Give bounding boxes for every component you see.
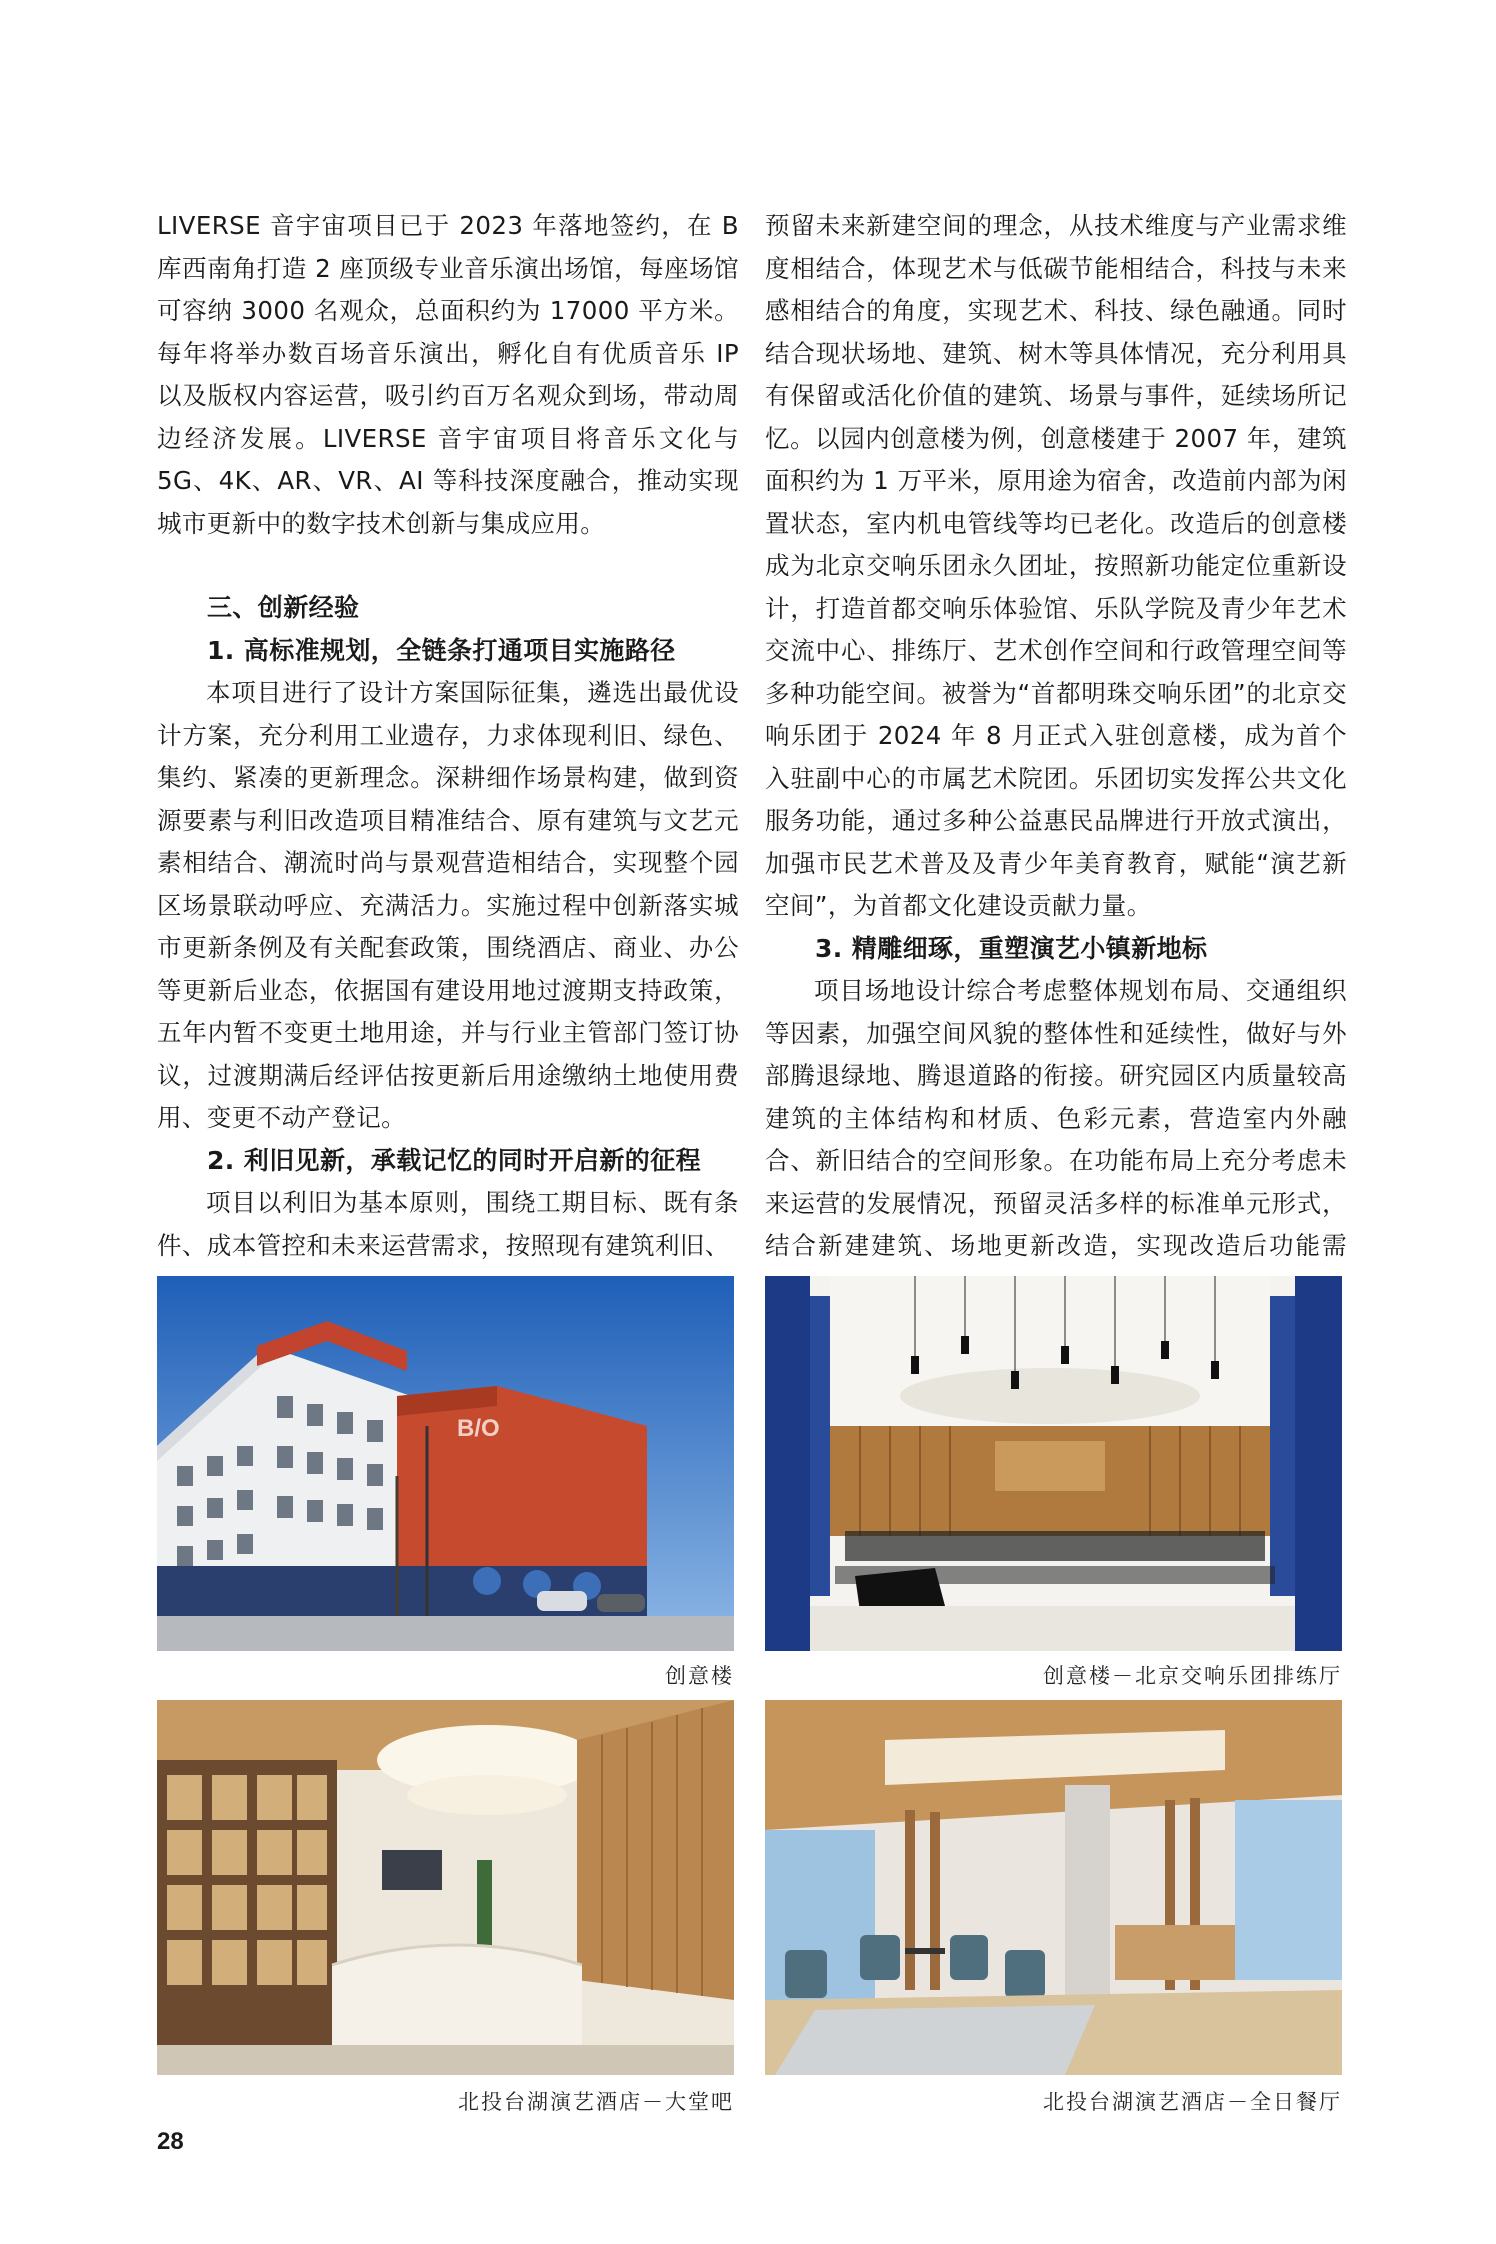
section-heading: 三、创新经验 [207, 593, 360, 622]
building-photo [157, 1276, 734, 1651]
lobby-bar-caption: 北投台湖演艺酒店－大堂吧 [458, 2090, 734, 2114]
subsection-2-body: 项目以利旧为基本原则，围绕工期目标、既有条件、成本管控和未来运营需求，按照现有建筑利旧、 [157, 1188, 739, 1260]
page-number: 28 [157, 2128, 184, 2155]
subsection-1-body: 本项目进行了设计方案国际征集，遴选出最优设计方案，充分利用工业遗存，力求体现利旧、绿色、集约、紧凑的更新理念。深耕细作场景构建，做到资源要素与利旧改造项目精准结合、原有建筑与文艺元素相结合、潮流时尚与景观营造相结合，实现整个园区场景联动呼应、充满活力。实施过程中创新落实城市更新条例及有关配套政策，围绕酒店、商业、办公等更新后业态，依据国有建设用地过渡期支持政策，五年内暂不变更土地用途，并与行业主管部门签订协议，过渡期满后经评估按更新后用途缴纳土地使用费用、变更不动产登记。 [157, 678, 739, 1132]
subsection-3-heading: 3. 精雕细琢，重塑演艺小镇新地标 [815, 933, 1208, 963]
rehearsal-hall-photo [765, 1276, 1342, 1651]
subsection-1-heading: 1. 高标准规划，全链条打通项目实施路径 [207, 635, 676, 665]
right-column [765, 205, 1347, 1310]
subsection-2-heading: 2. 利旧见新，承载记忆的同时开启新的征程 [207, 1145, 701, 1175]
subsection-2-continued: 预留未来新建空间的理念，从技术维度与产业需求维度相结合，体现艺术与低碳节能相结合，科技与未来感相结合的角度，实现艺术、科技、绿色融通。同时结合现状场地、建筑、树木等具体情况，充分利用具有保留或活化价值的建筑、场景与事件，延续场所记忆。以园内创意楼为例，创意楼建于 2007 年，建筑面积约为 1 万平米，原用途为宿舍，改造前内部为闲置状态，室内机电管线等均已老化。改造后的创意楼成为北京交响乐团永久团址，按照新功能定位重新设计，打造首都交响乐体验馆、乐队学院及青少年艺术交流中心、排练厅、艺术创作空间和行政管理空间等多种功能空间。被誉为“首都明珠交响乐团”的北京交响乐团于 2024 年 8 月正式入驻创意楼，成为首个入驻副中心的市属艺术院团。乐团切实发挥公共文化服务功能，通过多种公益惠民品牌进行开放式演出，加强市民艺术普及及青少年美育教育，赋能“演艺新空间”，为首都文化建设贡献力量。 [765, 211, 1347, 920]
subsection-3-body: 项目场地设计综合考虑整体规划布局、交通组织等因素，加强空间风貌的整体性和延续性，做好与外部腾退绿地、腾退道路的衔接。研究园区内质量较高建筑的主体结构和材质、色彩元素，营造室内外融合、新旧结合的空间形象。在功能布局上充分考虑未来运营的发展情况，预留灵活多样的标准单元形式，结合新建建筑、场地更新改造，实现改造后功能需 [765, 976, 1347, 1260]
rehearsal-hall-caption: 创意楼－北京交响乐团排练厅 [1043, 1664, 1342, 1688]
all-day-dining-photo [765, 1700, 1342, 2075]
left-column [157, 205, 739, 1267]
building-caption: 创意楼 [665, 1664, 734, 1688]
intro-paragraph: LIVERSE 音宇宙项目已于 2023 年落地签约，在 B 库西南角打造 2 座顶级专业音乐演出场馆，每座场馆可容纳 3000 名观众，总面积约为 17000 平方米。每年将举办数百场音乐演出，孵化自有优质音乐 IP 以及版权内容运营，吸引约百万名观众到场，带动周边经济发展。LIVERSE 音宇宙项目将音乐文化与 5G、4K、AR、VR、AI 等科技深度融合，推动实现城市更新中的数字技术创新与集成应用。 [157, 211, 739, 538]
lobby-bar-photo [157, 1700, 734, 2075]
all-day-dining-caption: 北投台湖演艺酒店－全日餐厅 [1043, 2090, 1342, 2114]
building-sign-text: B/O [457, 1415, 500, 1442]
